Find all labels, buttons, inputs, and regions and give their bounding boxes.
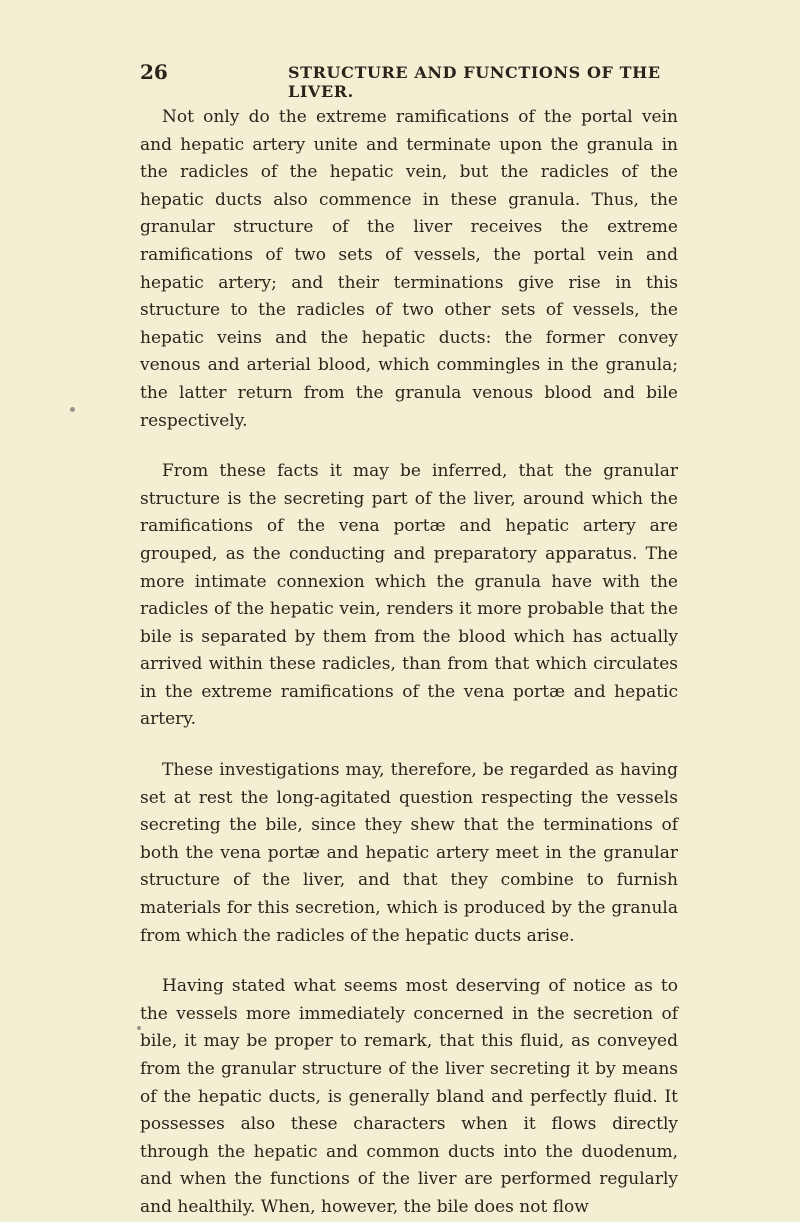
paragraph-1: Not only do the extreme ramifications of the portal vein and hepatic artery unite and terminate upon the granula in the radicles of the hepatic vein, but the radicles of the hepatic ducts also commence in these granula. Thus, the granular structure of the liver receives the extreme ramifications of two sets of vessels, the portal vein and hepatic artery; and their terminations give rise in this structure to the radicles of two other sets of vessels, the hepatic veins and the hepatic ducts: the former convey venous and arterial blood, which commingles in the granula; the latter return from the granula venous blood and bile respectively.	[140, 107, 678, 431]
paper-speck	[137, 1026, 141, 1030]
page-header	[140, 60, 680, 101]
body-text	[140, 104, 678, 1222]
paragraph-3: These investigations may, therefore, be regarded as having set at rest the long-agitated question respecting the vessels secreting the bile, since they shew that the terminations of both the vena portæ and hepatic artery meet in the granular structure of the liver, and that they combine to furnish materials for this secretion, which is produced by the granula from which the radicles of the hepatic ducts arise.	[140, 760, 678, 946]
running-title: STRUCTURE AND FUNCTIONS OF THE LIVER.	[288, 63, 661, 101]
paragraph-2: From these facts it may be inferred, that the granular structure is the secreting part of the liver, around which the ramifications of the vena portæ and hepatic artery are grouped, as the conducting and preparatory apparatus. The more intimate connexion which the granula have with the radicles of the hepatic vein, renders it more probable that the bile is separated by them from the blood which has actually arrived within these radicles, than from that which circulates in the extreme ramifications of the vena portæ and hepatic artery.	[140, 461, 678, 730]
paragraph-4: Having stated what seems most deserving of notice as to the vessels more immediately concerned in the secretion of bile, it may be proper to remark, that this fluid, as conveyed from the granular structure of the liver secreting it by means of the hepatic ducts, is generally bland and perfectly fluid. It possesses also these characters when it flows directly through the hepatic and common ducts into the duodenum, and when the functions of the liver are performed regularly and healthily. When, however, the bile does not flow	[140, 976, 678, 1217]
page-number: 26	[140, 60, 168, 84]
paper-speck	[70, 407, 75, 412]
